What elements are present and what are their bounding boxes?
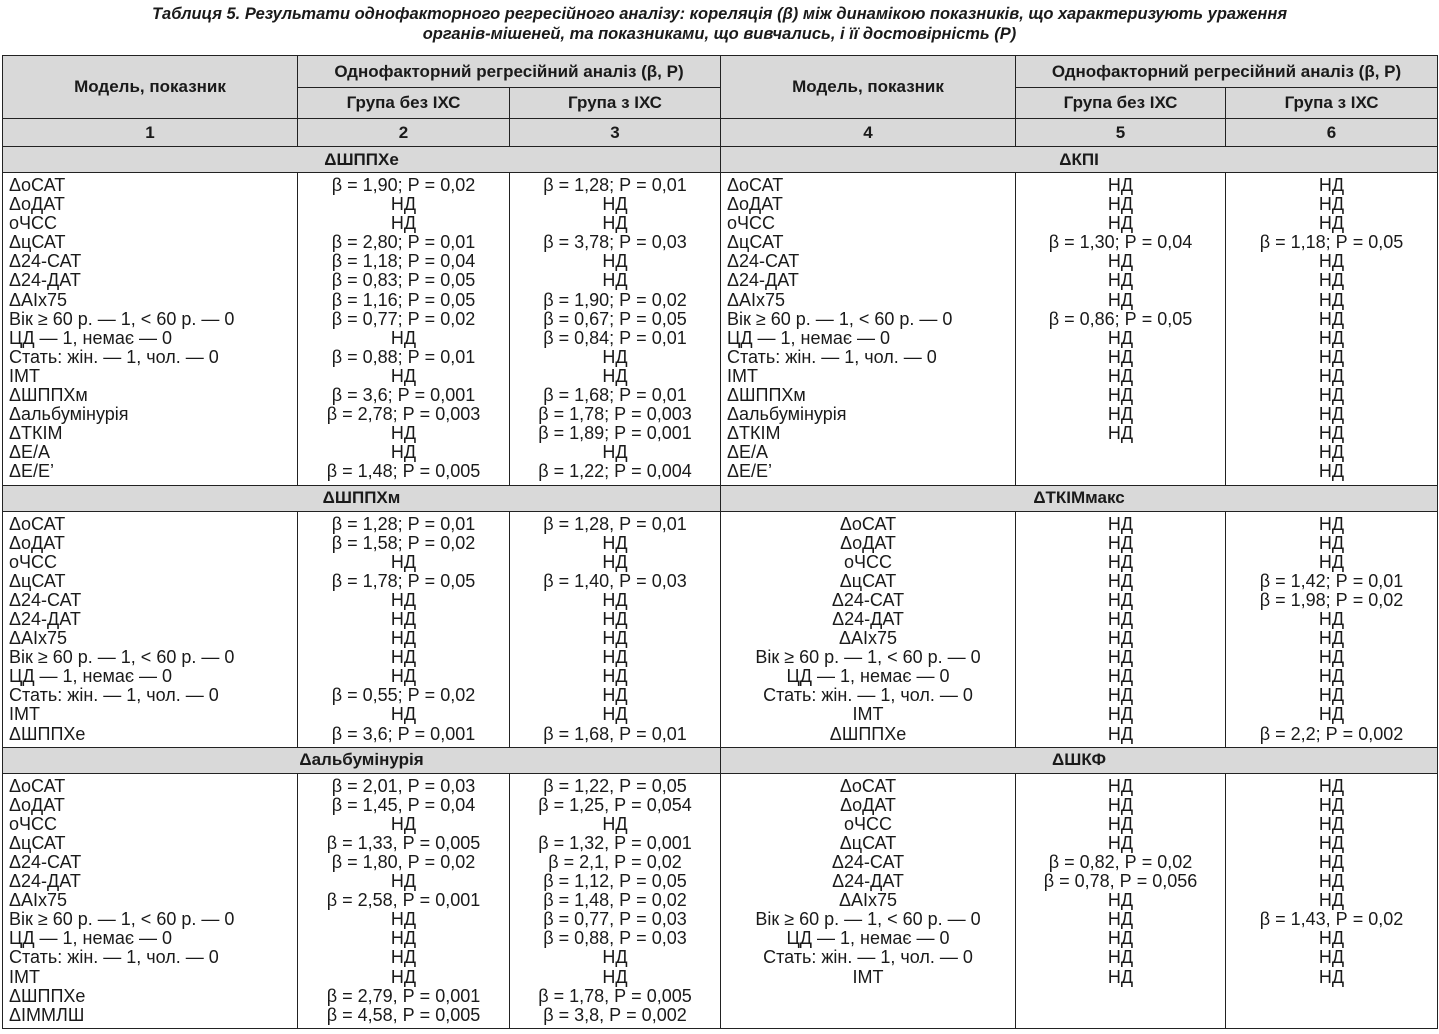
value-cell: β = 0,82, Р = 0,02 — [1048, 852, 1193, 872]
value-cell: НД — [390, 928, 417, 949]
value-cell-column — [1016, 173, 1226, 486]
value-cell: β = 1,90; Р = 0,02 — [331, 175, 476, 195]
value-cell: β = 0,78, Р = 0,056 — [1043, 871, 1198, 892]
indicator-cell: ΔЕ/Е’ — [727, 461, 773, 482]
value-cell — [1226, 1006, 1437, 1025]
value-cell: β = 2,79, Р = 0,001 — [326, 985, 481, 1006]
value-cell: β = 1,28; Р = 0,01 — [543, 175, 687, 195]
value-cell: НД — [602, 532, 628, 553]
value-cell: β = 1,22; Р = 0,004 — [538, 461, 692, 482]
value-cell — [1016, 443, 1225, 462]
value-cell: НД — [1318, 685, 1345, 706]
value-cell: НД — [1318, 442, 1345, 463]
indicator-cell: ΔАІх75 — [838, 890, 898, 911]
indicator-cell: ΔАІх75 — [727, 289, 786, 310]
indicator-cell: Стать: жін. — 1, чол. — 0 — [763, 947, 973, 968]
indicator-cell — [721, 987, 1015, 1006]
value-cell: НД — [1107, 928, 1134, 949]
indicator-cell: ІМТ — [9, 966, 40, 987]
indicator-cell: Δ24-ДАТ — [727, 270, 799, 291]
value-cell: НД — [1318, 175, 1345, 195]
indicator-cell: ΔШППХм — [727, 385, 806, 406]
value-cell: НД — [1107, 175, 1134, 195]
indicator-cell: ΔоСАТ — [9, 513, 66, 534]
value-cell: β = 1,78, Р = 0,005 — [538, 985, 692, 1006]
indicator-cell: ΔцСАТ — [9, 832, 66, 853]
indicator-cell: ΔцСАТ — [839, 832, 897, 853]
value-cell: НД — [1107, 589, 1134, 610]
column-number: 3 — [510, 119, 721, 147]
indicator-cell: Стать: жін. — 1, чол. — 0 — [9, 947, 219, 968]
value-cell: НД — [1107, 966, 1134, 987]
header-group-no-ihd-right: Група без ІХС — [1016, 88, 1226, 119]
value-cell: НД — [390, 194, 417, 215]
value-cell: НД — [1318, 213, 1345, 234]
value-cell: НД — [1318, 308, 1345, 329]
value-cell: β = 1,98; Р = 0,02 — [1259, 589, 1404, 610]
value-cell: β = 1,40, Р = 0,03 — [543, 570, 687, 591]
value-cell: β = 2,78; Р = 0,003 — [326, 404, 481, 425]
value-cell — [1016, 987, 1225, 1006]
caption-line-1: Таблиця 5. Результати однофакторного регресійного аналізу: кореляція (β) між динамікою показників, що характеризують ураження — [151, 5, 1288, 23]
indicator-cell: ΔЕ/А — [727, 442, 769, 463]
indicator-cell: ЦД — 1, немає — 0 — [727, 327, 891, 348]
value-cell: НД — [1318, 289, 1345, 310]
value-cell-column — [1226, 173, 1438, 486]
value-cell: НД — [1318, 194, 1345, 215]
value-cell: НД — [390, 327, 417, 348]
value-cell: β = 0,86; Р = 0,05 — [1048, 308, 1193, 329]
value-cell: β = 2,01, Р = 0,03 — [331, 775, 476, 796]
value-cell: НД — [1318, 966, 1345, 987]
indicator-cell-column — [3, 173, 298, 486]
value-cell: НД — [1107, 685, 1134, 706]
indicator-cell: оЧСС — [9, 813, 58, 834]
indicator-cell: Δальбумінурія — [9, 404, 129, 425]
section-body-row — [3, 511, 1438, 747]
value-cell: НД — [1107, 327, 1134, 348]
indicator-cell: ΔТКІМ — [727, 423, 781, 444]
value-cell: НД — [390, 442, 417, 463]
value-cell: β = 1,45, Р = 0,04 — [331, 794, 476, 815]
value-cell — [1016, 1006, 1225, 1025]
value-cell: НД — [1107, 704, 1134, 725]
section-title-right: ΔКПІ — [721, 147, 1438, 173]
indicator-cell: Вік ≥ 60 р. — 1, < 60 р. — 0 — [727, 308, 953, 329]
value-cell — [1226, 987, 1437, 1006]
value-cell: НД — [1318, 423, 1345, 444]
value-cell: НД — [390, 365, 417, 386]
header-analysis-right: Однофакторний регресійний аналіз (β, Р) — [1016, 56, 1438, 88]
value-cell: НД — [390, 608, 417, 629]
value-cell: β = 1,68; Р = 0,01 — [543, 385, 687, 406]
indicator-cell-column — [3, 773, 298, 1028]
indicator-cell: ІМТ — [9, 704, 40, 725]
value-cell-column — [510, 773, 721, 1028]
value-cell: НД — [1107, 404, 1134, 425]
indicator-cell: ΔцСАТ — [727, 232, 784, 253]
section-title-left: ΔШППХм — [3, 485, 721, 511]
value-cell: НД — [1318, 461, 1345, 482]
value-cell: НД — [390, 628, 417, 649]
value-cell: НД — [1318, 871, 1345, 892]
indicator-cell: ΔцСАТ — [839, 570, 897, 591]
column-number: 2 — [298, 119, 510, 147]
indicator-cell: ΔоДАТ — [840, 532, 896, 553]
value-cell: НД — [1318, 404, 1345, 425]
value-cell: НД — [390, 647, 417, 668]
value-cell: НД — [1107, 628, 1134, 649]
value-cell: НД — [1107, 365, 1134, 386]
indicator-cell: ΔцСАТ — [9, 232, 66, 253]
value-cell: НД — [1318, 327, 1345, 348]
value-cell: НД — [1318, 532, 1345, 553]
value-cell: НД — [1318, 628, 1345, 649]
indicator-cell: ΔАІх75 — [9, 890, 68, 911]
value-cell: НД — [602, 251, 628, 272]
header-model-left: Модель, показник — [3, 56, 298, 119]
value-cell: НД — [1107, 608, 1134, 629]
value-cell: НД — [1318, 813, 1345, 834]
value-cell: β = 1,89; Р = 0,001 — [538, 423, 692, 444]
value-cell: НД — [1318, 513, 1345, 534]
value-cell: β = 0,88, Р = 0,03 — [543, 928, 687, 949]
indicator-cell: Δ24-ДАТ — [9, 608, 81, 629]
indicator-cell: ЦД — 1, немає — 0 — [9, 666, 173, 687]
header-group-no-ihd-left: Група без ІХС — [298, 88, 510, 119]
value-cell: НД — [390, 213, 417, 234]
value-cell: НД — [602, 947, 628, 968]
value-cell-column — [298, 511, 510, 747]
section-title-right: ΔШКФ — [721, 747, 1438, 773]
value-cell: НД — [1107, 723, 1134, 744]
column-number: 1 — [3, 119, 298, 147]
value-cell: НД — [1107, 570, 1134, 591]
indicator-cell: Δ24-САТ — [831, 589, 905, 610]
header-group-ihd-left: Група з ІХС — [510, 88, 721, 119]
indicator-cell: Δ24-САТ — [9, 589, 82, 610]
value-cell: β = 2,80; Р = 0,01 — [331, 232, 476, 253]
value-cell: НД — [1318, 365, 1345, 386]
value-cell: НД — [602, 442, 628, 463]
value-cell: НД — [390, 871, 417, 892]
indicator-cell: ЦД — 1, немає — 0 — [786, 928, 950, 949]
indicator-cell: ΔЕ/А — [9, 442, 51, 463]
value-cell: НД — [1107, 647, 1134, 668]
value-cell: НД — [1318, 608, 1345, 629]
value-cell: β = 1,90; Р = 0,02 — [543, 289, 687, 310]
value-cell: НД — [1107, 194, 1134, 215]
indicator-cell: ЦД — 1, немає — 0 — [9, 928, 173, 949]
indicator-cell: ΔАІх75 — [9, 628, 68, 649]
value-cell: НД — [602, 551, 628, 572]
value-cell: НД — [1107, 513, 1134, 534]
value-cell: β = 1,68, Р = 0,01 — [543, 723, 687, 744]
value-cell: НД — [602, 628, 628, 649]
section-header-row — [3, 747, 1438, 773]
indicator-cell: Δ24-ДАТ — [9, 871, 81, 892]
value-cell: НД — [390, 966, 417, 987]
value-cell: β = 1,22, Р = 0,05 — [543, 775, 687, 796]
value-cell: β = 3,6; Р = 0,001 — [331, 723, 476, 744]
value-cell: НД — [602, 194, 628, 215]
value-cell: β = 1,58; Р = 0,02 — [331, 532, 476, 553]
indicator-cell: оЧСС — [727, 213, 776, 234]
value-cell: β = 0,67; Р = 0,05 — [543, 308, 687, 329]
value-cell-column — [1016, 773, 1226, 1028]
value-cell-column — [1016, 511, 1226, 747]
value-cell: НД — [390, 589, 417, 610]
value-cell: НД — [602, 647, 628, 668]
value-cell: β = 1,32, Р = 0,001 — [538, 832, 692, 853]
indicator-cell: ЦД — 1, немає — 0 — [9, 327, 173, 348]
table-caption — [0, 4, 1439, 44]
value-cell: β = 2,1, Р = 0,02 — [548, 852, 682, 872]
indicator-cell: ІМТ — [727, 365, 759, 386]
value-cell: β = 0,84; Р = 0,01 — [543, 327, 687, 348]
indicator-cell: Вік ≥ 60 р. — 1, < 60 р. — 0 — [9, 909, 235, 930]
value-cell: НД — [1318, 346, 1345, 367]
value-cell: НД — [390, 666, 417, 687]
indicator-cell-column — [721, 173, 1016, 486]
value-cell: НД — [602, 966, 628, 987]
value-cell: β = 0,77; Р = 0,02 — [331, 308, 476, 329]
value-cell-column — [298, 173, 510, 486]
indicator-cell: ΔШППХе — [829, 723, 907, 744]
indicator-cell: Стать: жін. — 1, чол. — 0 — [9, 346, 219, 367]
indicator-cell: ΔоДАТ — [727, 194, 783, 215]
header-group-ihd-right: Група з ІХС — [1226, 88, 1438, 119]
indicator-cell: ΔШППХе — [9, 723, 86, 744]
value-cell-column — [298, 773, 510, 1028]
value-cell: β = 1,28, Р = 0,01 — [543, 513, 687, 534]
value-cell: НД — [1107, 423, 1134, 444]
indicator-cell: ΔоСАТ — [839, 513, 897, 534]
indicator-cell: оЧСС — [9, 551, 58, 572]
value-cell-column — [510, 511, 721, 747]
value-cell: НД — [1107, 794, 1134, 815]
value-cell: НД — [1318, 852, 1345, 872]
indicator-cell: ΔоДАТ — [9, 794, 65, 815]
value-cell: β = 1,33, Р = 0,005 — [326, 832, 481, 853]
indicator-cell: ΔТКІМ — [9, 423, 63, 444]
section-body-row — [3, 773, 1438, 1028]
indicator-cell: Стать: жін. — 1, чол. — 0 — [763, 685, 973, 706]
indicator-cell: Δ24-ДАТ — [9, 270, 81, 291]
indicator-cell: Δ24-САТ — [9, 852, 82, 872]
value-cell: НД — [1107, 832, 1134, 853]
indicator-cell: Δ24-САТ — [9, 251, 82, 272]
value-cell: НД — [1107, 346, 1134, 367]
indicator-cell: Стать: жін. — 1, чол. — 0 — [727, 346, 937, 367]
value-cell: β = 3,8, Р = 0,002 — [543, 1004, 687, 1025]
indicator-cell: Δ24-САТ — [831, 852, 905, 872]
indicator-cell-column — [721, 773, 1016, 1028]
indicator-cell: ΔІММЛШ — [9, 1004, 85, 1025]
value-cell: НД — [1318, 832, 1345, 853]
value-cell: НД — [390, 947, 417, 968]
indicator-cell: ІМТ — [9, 365, 40, 386]
value-cell: НД — [602, 213, 628, 234]
value-cell: НД — [602, 685, 628, 706]
indicator-cell: ΔоДАТ — [9, 194, 65, 215]
value-cell: НД — [1318, 270, 1345, 291]
section-title-left: Δальбумінурія — [3, 747, 721, 773]
value-cell: β = 1,48, Р = 0,02 — [543, 890, 687, 911]
section-header-row — [3, 147, 1438, 173]
indicator-cell: Стать: жін. — 1, чол. — 0 — [9, 685, 219, 706]
value-cell: НД — [602, 365, 628, 386]
value-cell: НД — [602, 666, 628, 687]
indicator-cell: ΔоСАТ — [727, 175, 784, 195]
value-cell: НД — [390, 423, 417, 444]
indicator-cell: ІМТ — [852, 966, 884, 987]
indicator-cell: ΔЕ/Е’ — [9, 461, 55, 482]
regression-table — [2, 55, 1438, 1029]
value-cell: НД — [1107, 947, 1134, 968]
column-number: 6 — [1226, 119, 1438, 147]
column-number: 5 — [1016, 119, 1226, 147]
value-cell: β = 1,30; Р = 0,04 — [1048, 232, 1193, 253]
value-cell-column — [510, 173, 721, 486]
table-body — [3, 147, 1438, 1029]
value-cell: НД — [1318, 890, 1345, 911]
value-cell: НД — [1107, 532, 1134, 553]
value-cell: НД — [1318, 928, 1345, 949]
value-cell: НД — [1318, 647, 1345, 668]
section-title-right: ΔТКІМмакс — [721, 485, 1438, 511]
value-cell: НД — [602, 270, 628, 291]
value-cell: НД — [602, 608, 628, 629]
value-cell: НД — [602, 589, 628, 610]
indicator-cell: ΔоСАТ — [9, 175, 66, 195]
value-cell: НД — [1107, 909, 1134, 930]
indicator-cell: Вік ≥ 60 р. — 1, < 60 р. — 0 — [755, 647, 981, 668]
caption-line-2: органів-мішеней, та показниками, що вивчались, і її достовірність (Р) — [422, 25, 1017, 43]
value-cell: β = 0,55; Р = 0,02 — [331, 685, 476, 706]
value-cell: β = 1,18; Р = 0,04 — [331, 251, 476, 272]
value-cell: НД — [1318, 794, 1345, 815]
value-cell: β = 2,2; Р = 0,002 — [1259, 723, 1404, 744]
value-cell: β = 0,77, Р = 0,03 — [543, 909, 687, 930]
value-cell: НД — [390, 909, 417, 930]
value-cell: НД — [1107, 270, 1134, 291]
value-cell — [1016, 462, 1225, 481]
value-cell: β = 0,88; Р = 0,01 — [331, 346, 476, 367]
value-cell: β = 1,78; Р = 0,05 — [331, 570, 476, 591]
indicator-cell — [721, 1006, 1015, 1025]
value-cell: β = 1,12, Р = 0,05 — [543, 871, 687, 892]
value-cell: β = 1,78; Р = 0,003 — [538, 404, 692, 425]
indicator-cell-column — [3, 511, 298, 747]
indicator-cell: ΔАІх75 — [838, 628, 898, 649]
value-cell: НД — [1107, 289, 1134, 310]
value-cell: β = 1,16; Р = 0,05 — [331, 289, 476, 310]
value-cell: β = 1,80, Р = 0,02 — [331, 852, 476, 872]
value-cell: β = 1,43, Р = 0,02 — [1259, 909, 1404, 930]
value-cell: НД — [602, 704, 628, 725]
value-cell: НД — [1107, 890, 1134, 911]
indicator-cell: Вік ≥ 60 р. — 1, < 60 р. — 0 — [9, 647, 235, 668]
indicator-cell: ΔоСАТ — [9, 775, 66, 796]
value-cell: НД — [1107, 213, 1134, 234]
value-cell: β = 0,83; Р = 0,05 — [331, 270, 476, 291]
section-title-left: ΔШППХе — [3, 147, 721, 173]
indicator-cell: ІМТ — [852, 704, 884, 725]
value-cell: НД — [1318, 775, 1345, 796]
value-cell: НД — [1318, 251, 1345, 272]
section-body-row — [3, 173, 1438, 486]
value-cell: НД — [1318, 666, 1345, 687]
indicator-cell: ΔАІх75 — [9, 289, 68, 310]
value-cell: НД — [1107, 813, 1134, 834]
value-cell: β = 3,6; Р = 0,001 — [331, 385, 476, 406]
indicator-cell-column — [721, 511, 1016, 747]
value-cell: НД — [390, 551, 417, 572]
indicator-cell: Δ24-ДАТ — [832, 871, 904, 892]
value-cell: β = 4,58, Р = 0,005 — [326, 1004, 481, 1025]
indicator-cell: Вік ≥ 60 р. — 1, < 60 р. — 0 — [9, 308, 235, 329]
indicator-cell: ΔцСАТ — [9, 570, 66, 591]
header-analysis-left: Однофакторний регресійний аналіз (β, Р) — [298, 56, 721, 88]
value-cell: β = 1,25, Р = 0,054 — [538, 794, 692, 815]
value-cell: β = 3,78; Р = 0,03 — [543, 232, 687, 253]
value-cell: НД — [1318, 385, 1345, 406]
value-cell: НД — [1318, 704, 1345, 725]
indicator-cell: Вік ≥ 60 р. — 1, < 60 р. — 0 — [755, 909, 981, 930]
indicator-cell: ΔШППХм — [9, 385, 88, 406]
indicator-cell: Δ24-ДАТ — [832, 608, 904, 629]
value-cell: НД — [390, 813, 417, 834]
value-cell: НД — [1107, 551, 1134, 572]
value-cell-column — [1226, 773, 1438, 1028]
value-cell: β = 1,48; Р = 0,005 — [326, 461, 481, 482]
value-cell: НД — [390, 704, 417, 725]
value-cell: НД — [602, 813, 628, 834]
value-cell-column — [1226, 511, 1438, 747]
value-cell: β = 1,18; Р = 0,05 — [1259, 232, 1404, 253]
indicator-cell: ΔоДАТ — [9, 532, 65, 553]
value-cell: β = 2,58, Р = 0,001 — [326, 890, 481, 911]
value-cell: β = 1,42; Р = 0,01 — [1259, 570, 1404, 591]
value-cell: НД — [1107, 775, 1134, 796]
indicator-cell: ΔоДАТ — [840, 794, 896, 815]
indicator-cell: ЦД — 1, немає — 0 — [786, 666, 950, 687]
value-cell: НД — [1107, 385, 1134, 406]
indicator-cell: ΔоСАТ — [839, 775, 897, 796]
indicator-cell: Δ24-САТ — [727, 251, 800, 272]
value-cell: НД — [602, 346, 628, 367]
value-cell: НД — [1318, 947, 1345, 968]
indicator-cell: оЧСС — [844, 551, 893, 572]
column-number: 4 — [721, 119, 1016, 147]
section-header-row — [3, 485, 1438, 511]
value-cell: НД — [1318, 551, 1345, 572]
indicator-cell: Δальбумінурія — [727, 404, 847, 425]
indicator-cell: оЧСС — [844, 813, 893, 834]
header-model-right: Модель, показник — [721, 56, 1016, 119]
indicator-cell: оЧСС — [9, 213, 58, 234]
value-cell: НД — [1107, 666, 1134, 687]
value-cell: НД — [1107, 251, 1134, 272]
indicator-cell: ΔШППХе — [9, 985, 86, 1006]
value-cell: β = 1,28; Р = 0,01 — [331, 513, 476, 534]
